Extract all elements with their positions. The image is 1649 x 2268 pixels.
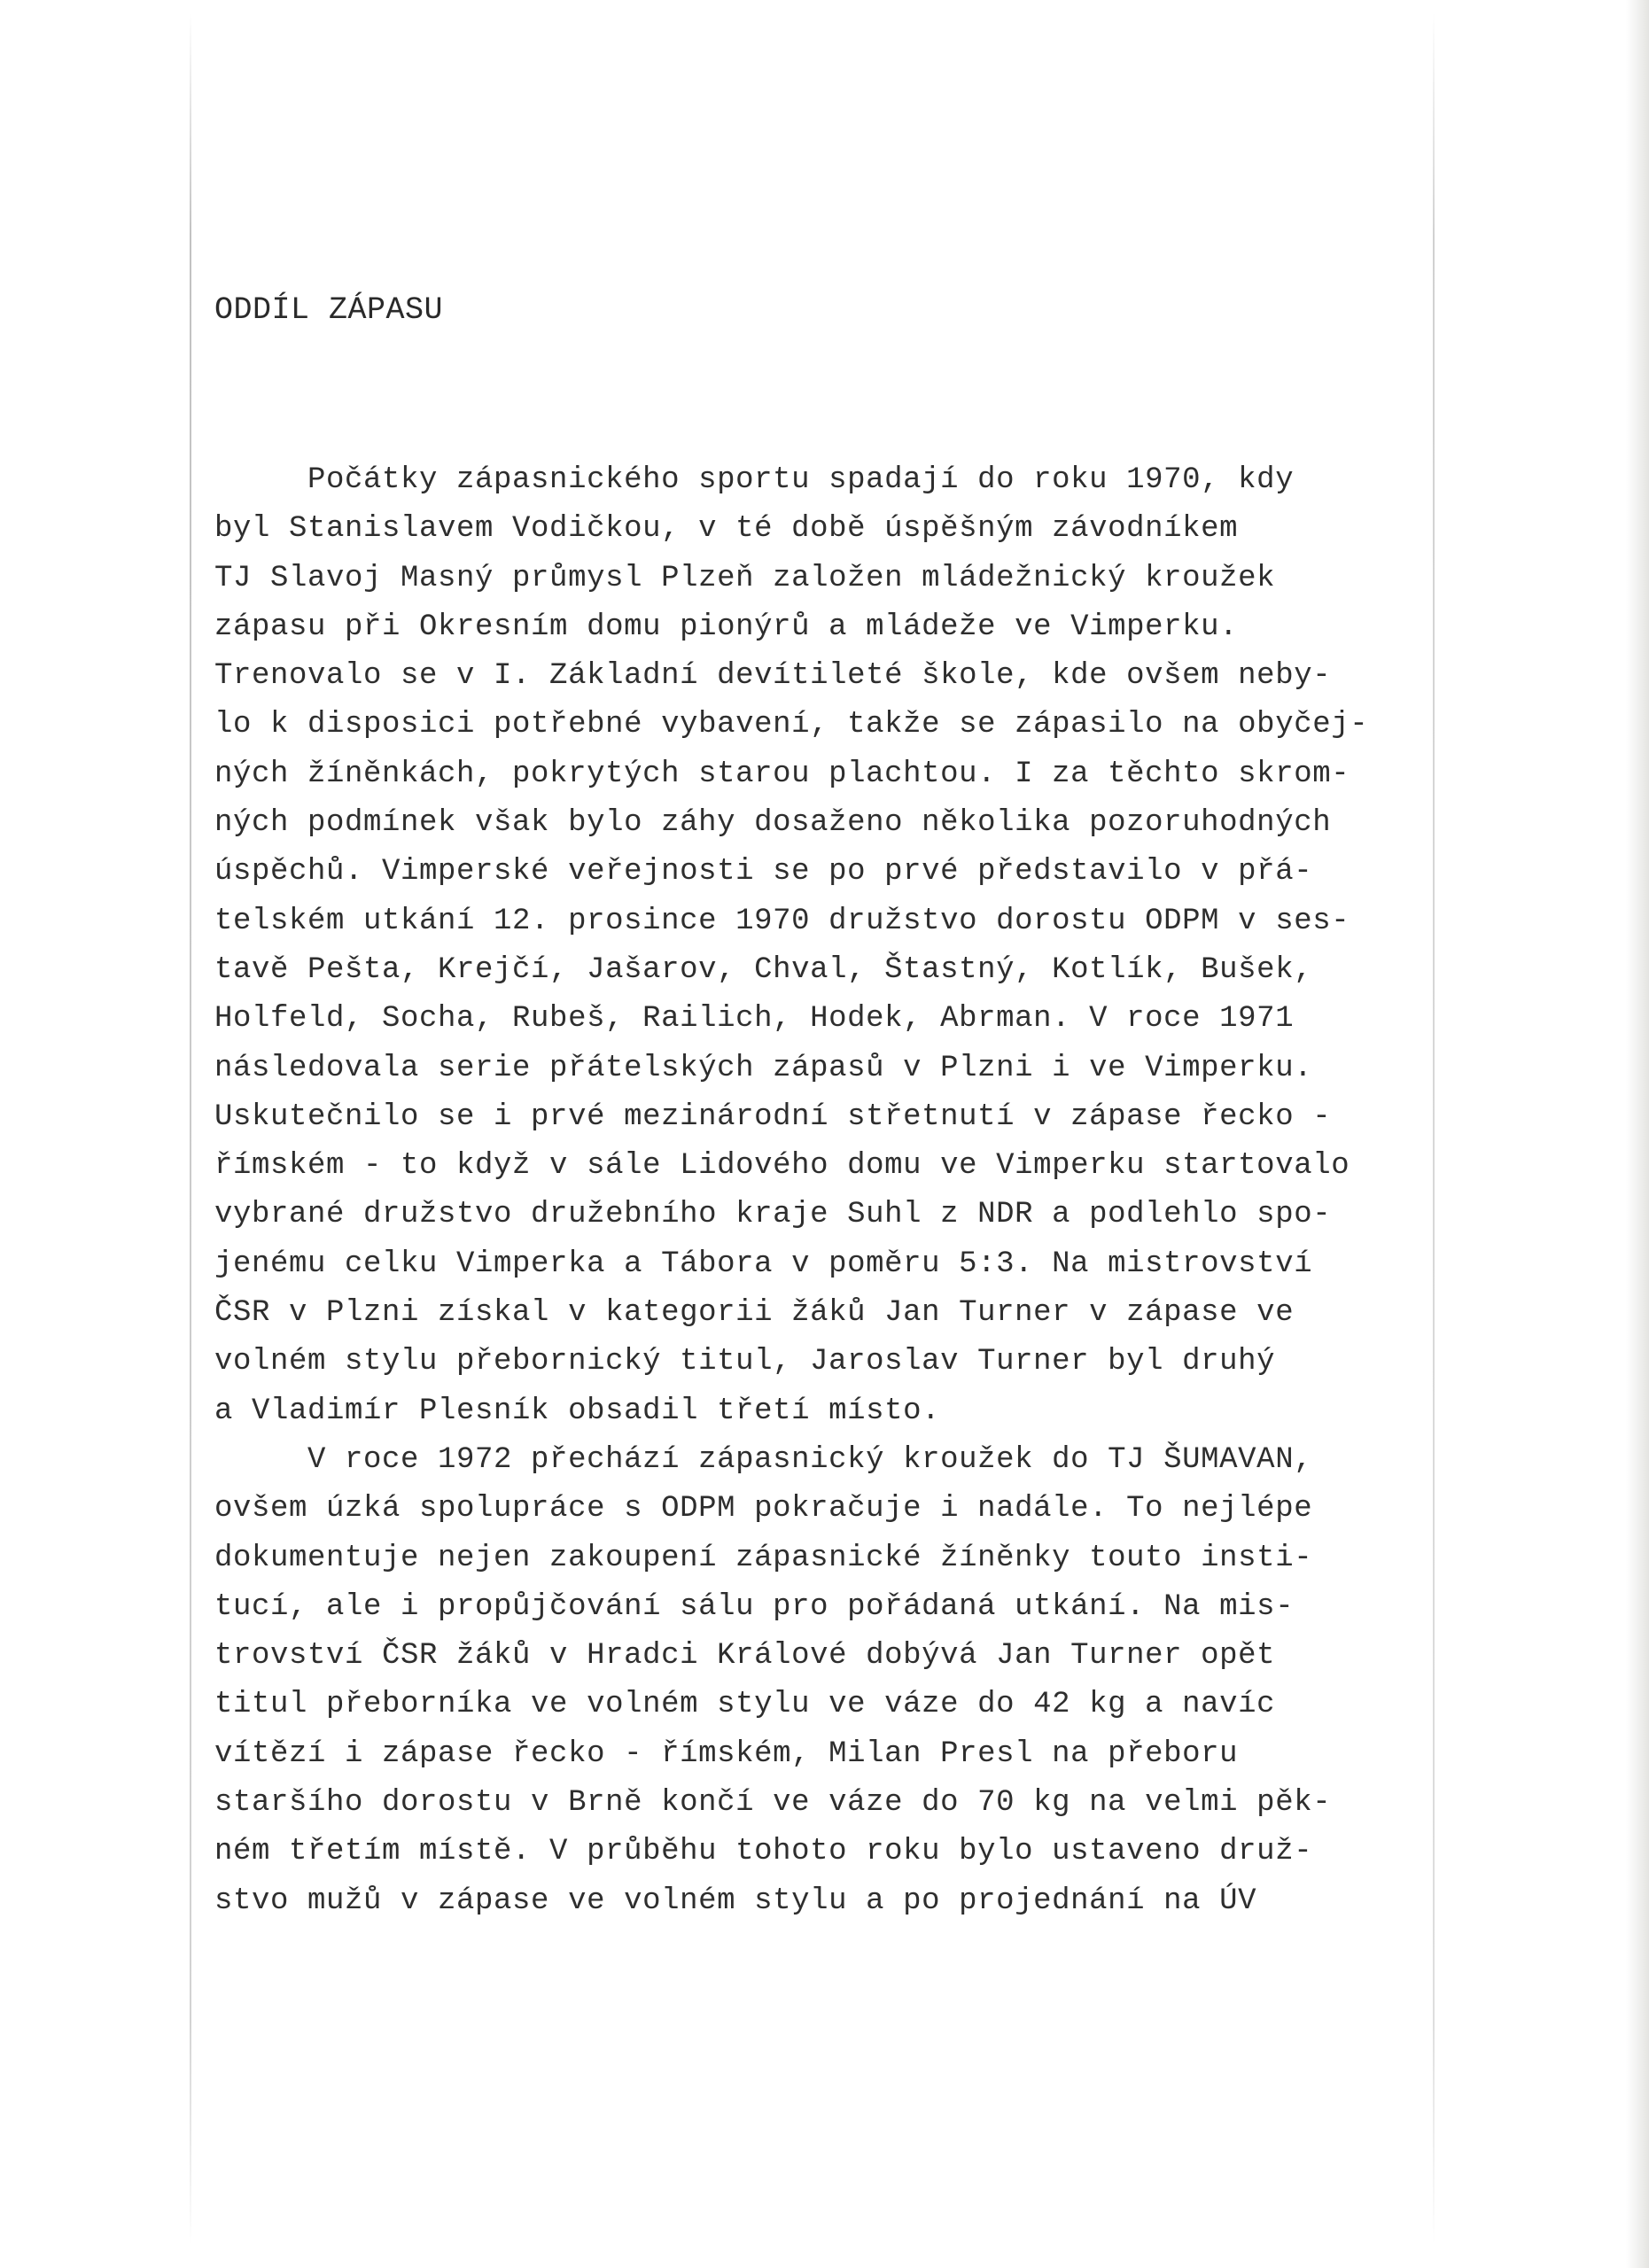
text-line: a Vladimír Plesník obsadil třetí místo. (214, 1394, 941, 1428)
section-heading: ODDÍL ZÁPASU (214, 292, 444, 328)
text-line: Holfeld, Socha, Rubeš, Railich, Hodek, Abrman. V roce 1971 (214, 1002, 1295, 1037)
text-line: ČSR v Plzni získal v kategorii žáků Jan Turner v zápase ve (214, 1296, 1295, 1331)
text-line: Trenovalo se v I. Základní devítileté škole, kde ovšem neby- (214, 659, 1332, 694)
page-edge-shadow (1626, 0, 1649, 2268)
text-line: tucí, ale i propůjčování sálu pro pořádaná utkání. Na mis- (214, 1589, 1295, 1624)
text-line: titul přeborníka ve volném stylu ve váze do 42 kg a navíc (214, 1688, 1276, 1722)
text-line: staršího dorostu v Brně končí ve váze do 70 kg na velmi pěk- (214, 1786, 1332, 1821)
text-line: ných žíněnkách, pokrytých starou plachtou. I za těchto skrom- (214, 757, 1350, 791)
text-line: jenému celku Vimperka a Tábora v poměru 5:3. Na mistrovství (214, 1247, 1313, 1281)
text-line: dokumentuje nejen zakoupení zápasnické žíněnky touto insti- (214, 1541, 1313, 1575)
text-line: ném třetím místě. V průběhu tohoto roku bylo ustaveno druž- (214, 1835, 1313, 1869)
text-line: stvo mužů v zápase ve volném stylu a po projednání na ÚV (214, 1884, 1257, 1918)
text-line: Uskutečnilo se i prvé mezinárodní střetnutí v zápase řecko - (214, 1099, 1332, 1134)
text-line: zápasu při Okresním domu pionýrů a mládeže ve Vimperku. (214, 610, 1239, 644)
text-line: byl Stanislavem Vodičkou, v té době úspěšným závodníkem (214, 512, 1239, 547)
text-line: TJ Slavoj Masný průmysl Plzeň založen mládežnický kroužek (214, 561, 1276, 595)
text-line: následovala serie přátelských zápasů v Plzni i ve Vimperku. (214, 1051, 1313, 1085)
text-line: lo k disposici potřebné vybavení, takže se zápasilo na obyčej- (214, 708, 1369, 742)
text-line: vítězí i zápase řecko - římském, Milan Presl na přeboru (214, 1736, 1239, 1771)
text-line: ných podmínek však bylo záhy dosaženo několika pozoruhodných (214, 806, 1332, 841)
text-line: římském - to když v sále Lidového domu ve Vimperku startovalo (214, 1149, 1350, 1184)
text-line: telském utkání 12. prosince 1970 družstvo dorostu ODPM v ses- (214, 904, 1350, 938)
text-line: trovství ČSR žáků v Hradci Králové dobývá Jan Turner opět (214, 1639, 1276, 1674)
text-line: ovšem úzká spolupráce s ODPM pokračuje i nadále. To nejlépe (214, 1492, 1313, 1526)
text-line: tavě Pešta, Krejčí, Jašarov, Chval, Štastný, Kotlík, Bušek, (214, 952, 1313, 987)
text-line: Počátky zápasnického sportu spadají do roku 1970, kdy (214, 463, 1295, 497)
text-line: úspěchů. Vimperské veřejnosti se po prvé představilo v přá- (214, 855, 1313, 889)
text-line: vybrané družstvo družebního kraje Suhl z NDR a podlehlo spo- (214, 1198, 1332, 1232)
text-line: volném stylu přebornický titul, Jaroslav Turner byl druhý (214, 1345, 1276, 1379)
body-text (214, 456, 1437, 1926)
left-fold-line (190, 12, 191, 2245)
text-line: V roce 1972 přechází zápasnický kroužek do TJ ŠUMAVAN, (214, 1442, 1313, 1477)
